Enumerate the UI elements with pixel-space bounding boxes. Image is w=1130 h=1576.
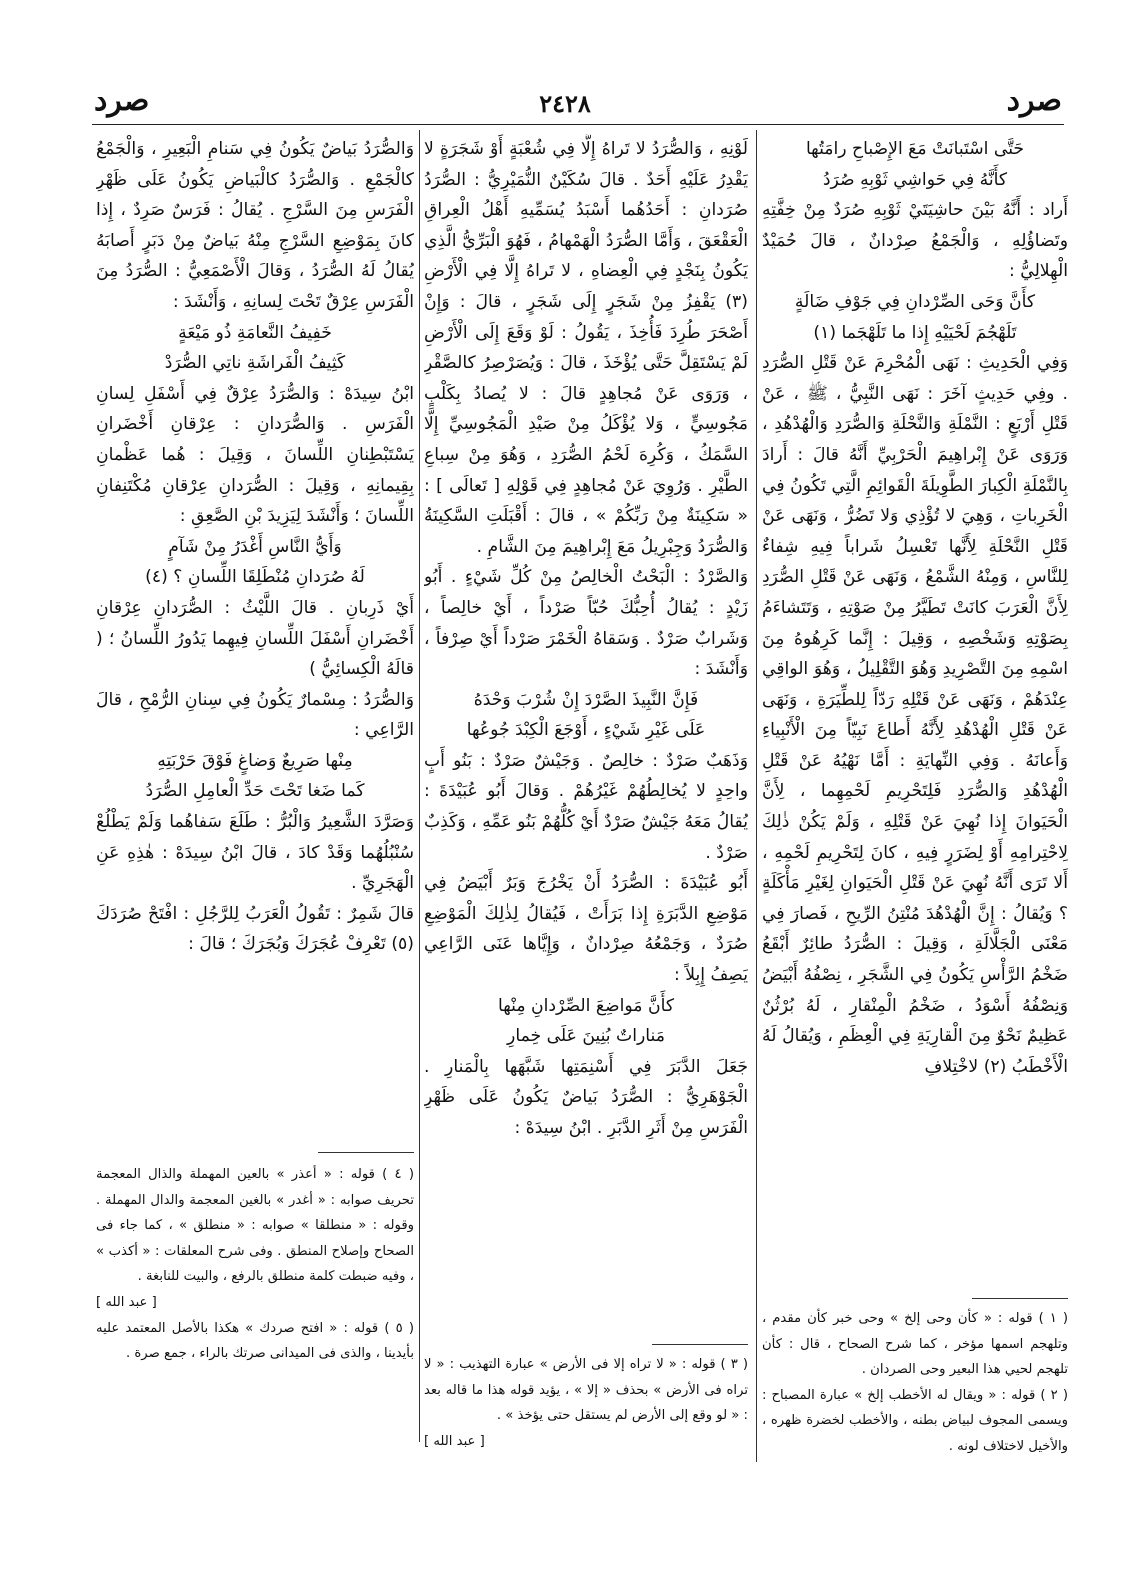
footnote-rule-left <box>318 1152 414 1153</box>
verse-line: حَتَّى اسْتَبانَتْ مَعَ الإِصْباحِ رامَتُها <box>805 139 1025 159</box>
footnote-signature-left: [ عبد الله ] <box>96 1294 157 1310</box>
footnote-signature-middle: [ عبد الله ] <box>424 1433 485 1449</box>
verse-line: كَثِيفُ الْفَراشَةِ ناتِي الصُّرَدْ <box>164 353 346 374</box>
entry-paragraph: وَفِي الْحَدِيثِ : نَهَى الْمُحْرِمَ عَنْ قَتْلِ الصُّرَدِ . وفِي حَدِيثٍ آخَرَ : نَهَى النَّبِيُّ ، ﷺ ، عَنْ قَتْلِ أَرْبَعٍ : النَّمْلَةِ وَالنَّحْلَةِ وَالصُّرَدِ وَالْهُدْهُدِ ، وَرَوَى عَنْ إِبْراهِيمَ الْحَرْبِيِّ أَنَّهُ قالَ : أَرادَ بِالنَّمْلَةِ الْكِبارَ الطَّوِيلَةَ الْقَوائِمِ الَّتِي تَكُونُ فِي الْخَرِباتِ ، وَهِيَ لا تُؤْذِي وَلا تَضُرُّ ، وَنَهَى عَنْ قَتْلِ النَّحْلَةِ لِأَنَّها تَعْسِلُ شَراباً فِيهِ شِفاءٌ لِلنَّاسِ ، وَمِنْهُ الشَّمْعُ ، وَنَهَى عَنْ قَتْلِ الصُّرَدِ لِأَنَّ الْعَرَبَ كانَتْ تَطَيَّرُ مِنْ صَوْتِهِ ، وَتَتَشاءَمُ بِصَوْتِهِ وَشَخْصِهِ ، وَقِيلَ : إِنَّما كَرِهُوهُ مِنَ اسْمِهِ مِنَ التَّصْرِيدِ وَهُوَ التَّقْلِيلُ ، وَهُوَ الواقِي عِنْدَهُمْ ، وَنَهَى عَنْ قَتْلِهِ رَدّاً لِلطِّيَرَةِ ، وَنَهَى عَنْ قَتْلِ الْهُدْهُدِ لِأَنَّهُ أَطاعَ نَبِيّاً مِنَ الْأَنْبِياءِ وَأَعانَهُ . وَفِي النِّهايَةِ : أَمَّا نَهْيُهُ عَنْ قَتْلِ الْهُدْهُدِ وَالصُّرَدِ فَلِتَحْرِيمِ لَحْمِهِما ، لِأَنَّ الْحَيَوانَ إِذا نُهِيَ عَنْ قَتْلِهِ ، وَلَمْ يَكُنْ ذٰلِكَ لِاحْتِرامِهِ أَوْ لِضَرَرٍ فِيهِ ، كانَ لِتَحْرِيمِ لَحْمِهِ ، أَلا تَرَى أَنَّهُ نُهِيَ عَنْ قَتْلِ الْحَيَوانِ لِغَيْرِ مَأْكَلَةٍ ؟ وَيُقالُ : إِنَّ الْهُدْهُدَ مُنْتِنُ الرِّيحِ ، فَصارَ فِي مَعْنَى الْجَلَّالَةِ ، وَقِيلَ : الصُّرَدُ طائِرٌ أَبْقَعُ ضَخْمُ الرَّأْسِ يَكُونُ فِي الشَّجَرِ ، نِصْفُهُ أَبْيَضُ وَنِصْفُهُ أَسْوَدُ ، ضَخْمُ الْمِنْقارِ ، لَهُ بُرْثُنٌ عَظِيمٌ نَحْوٌ مِنَ الْقارِيَةِ فِي الْعِظَمِ ، وَيُقالُ لَهُ الْأَخْطَبُ (٢) لاخْتِلافِ <box>762 353 1068 1077</box>
entry-paragraph: قالَ شَمِرٌ : تَقُولُ الْعَرَبُ لِلرَّجُلِ : افْتَحْ صُرَدَكَ (٥) تَعْرِفْ عُجَرَكَ وَبُجَرَكَ ؛ قالَ : <box>96 903 414 955</box>
footnote-5: ( ٥ ) قوله : « افتح صردك » هكذا بالأصل المعتمد عليه بأيدينا ، والذى فى الميدانى صرتك بالراء ، جمع صرة . <box>96 1320 414 1362</box>
verse-line: تَلَهْجُمَ لَحْيَيْهِ إِذا ما تَلَهْجَما (١) <box>813 322 1017 343</box>
header-rule <box>92 124 1064 125</box>
page-number: ٢٤٢٨ <box>539 89 591 118</box>
entry-paragraph: وَصَرَّدَ الشَّعِيرُ وَالْبُرُّ : طَلَعَ سَفاهُما وَلَمْ يَطْلُعْ سُنْبُلُهُما وَقَدْ كادَ ، قالَ ابْنُ سِيدَهْ : هٰذِهِ عَنِ الْهَجَرِيِّ . <box>96 812 414 894</box>
entry-paragraph: وَالصَّرْدُ : الْبَحْتُ الْخالِصُ مِنْ كُلِّ شَيْءٍ . أَبُو زَيْدٍ : يُقالُ أُحِبُّكَ حُبّاً صَرْداً ، أَيْ خالِصاً ، وَشَرابٌ صَرْدٌ . وَسَقاهُ الْخَمْرَ صَرْداً أَيْ صِرْفاً ، وَأَنْشَدَ : <box>424 567 748 680</box>
footnote-1: ( ١ ) قوله : « كأن وحى إلخ » وحى خبر كأن مقدم ، وتلهجم اسمها مؤخر ، كما شرح الصحاح ، قال : كأن تلهجم لحيي هذا البعير وحى الصردان . <box>762 1311 1068 1378</box>
footnote-rule-right <box>972 1298 1068 1299</box>
entry-paragraph: ابْنُ سِيدَهْ : وَالصُّرَدُ عِرْقٌ فِي أَسْفَلِ لِسانِ الْفَرَسِ . وَالصُّرَدانِ : عِرْقانِ أَخْضَرانِ يَسْتَبْطِنانِ اللِّسانَ ، وَقِيلَ : هُما عَظْمانِ بِقِيمانِهِ ، وَقِيلَ : الصُّرَدانِ عِرْقانِ مُكْتَنِفانِ اللِّسانَ ؛ وَأَنْشَدَ لِيَزِيدَ بْنِ الصَّعِقِ : <box>96 383 414 527</box>
verse-line: مَناراتٌ بُنِينَ عَلَى خِمارِ <box>507 1026 665 1047</box>
footnotes-middle <box>424 1352 748 1492</box>
verse-line: فَإِنَّ النَّبِيذَ الصَّرْدَ إِنْ شُرْبَ وَحْدَهُ <box>473 689 699 710</box>
verse-line: كأَنَّ مَواضِعَ الصِّرْدانِ مِنْها <box>497 995 675 1016</box>
footnote-4: ( ٤ ) قوله : « أعذر » بالعين المهملة والذال المعجمة تحريف صوابه : « أغدر » بالغين المعجمة والدال المهملة . وقوله : « منطلقا » صوابه : « منطلق » ، كما جاء فى الصحاح وإصلاح المنطق . وفى شرح المعلقات : « أكذب » ، وفيه ضبطت كلمة منطلق بالرفع ، والبيت للنابغة . <box>96 1167 414 1285</box>
verse-line: مِنْها صَرِيعٌ وَضاغٍ فَوْقَ حَرْبَتِهِ <box>157 750 353 771</box>
verse-line: عَلَى غَيْرِ شَيْءٍ ، أَوْجَعَ الْكِبْدَ جُوعُها <box>466 720 706 741</box>
verse-line: كَما ضَغا تَحْتَ حَدِّ الْعامِلِ الصُّرَدُ <box>145 781 365 802</box>
entry-paragraph: وَالصُّرَدُ : مِسْمارٌ يَكُونُ فِي سِنانِ الرُّمْحِ ، قالَ الرَّاعِي : <box>96 689 414 741</box>
column-divider-left <box>419 130 420 1442</box>
verse-line: وَأَيُّ النَّاسِ أَغْدَرُ مِنْ شَآمٍ <box>168 536 342 557</box>
verse-line: كأَنَّهُ فِي حَواشِي ثَوْبِهِ صُرَدُ <box>822 169 1008 190</box>
verse-line: كأَنَّ وَحَى الصِّرْدانِ فِي جَوْفِ ضَالَةٍ <box>794 291 1036 312</box>
entry-paragraph: وَذَهَبٌ صَرْدٌ : خالِصٌ . وَجَيْشٌ صَرْدٌ : بَنُو أَبٍ واحِدٍ لا يُخالِطُهُمْ غَيْرُهُمْ . وَقالَ أَبُو عُبَيْدَةَ : يُقالُ مَعَهُ جَيْشٌ صَرْدٌ أَيْ كُلُّهُمْ بَنُو عَمِّهِ ، وَكَذِبٌ صَرْدٌ . <box>424 750 748 863</box>
footnote-rule-middle <box>652 1344 748 1345</box>
verse-line: خَفِيفُ النَّعامَةِ ذُو مَيْعَةٍ <box>178 322 332 343</box>
header-right-word: صرد <box>1006 83 1062 118</box>
footnotes-left <box>96 1162 414 1482</box>
column-divider-right <box>756 130 757 1462</box>
right-column <box>762 134 1068 1448</box>
footnotes-right <box>762 1306 1068 1482</box>
entry-paragraph: وَالصُّرَدُ بَياضٌ يَكُونُ فِي سَنامِ الْبَعِيرِ ، وَالْجَمْعُ كالْجَمْعِ . وَالصُّرَدُ كالْبَياضِ يَكُونُ عَلَى ظَهْرِ الْفَرَسِ مِنَ السَّرْجِ . يُقالُ : فَرَسٌ صَرِدٌ ، إِذا كانَ بِمَوْضِعِ السَّرْجِ مِنْهُ بَياضٌ مِنْ دَبَرٍ أَصابَهُ يُقالُ لَهُ الصُّرَدُ ، وَقالَ الْأَصْمَعِيُّ : الصُّرَدُ مِنَ الْفَرَسِ عِرْقٌ تَحْتَ لِسانِهِ ، وَأَنْشَدَ : <box>96 139 414 312</box>
footnote-2: ( ٢ ) قوله : « ويقال له الأخطب إلخ » عبارة المصباح : ويسمى المجوف لبياض بطنه ، والأخطب لخضرة ظهره ، والأخيل لاختلاف لونه . <box>762 1387 1068 1454</box>
entry-paragraph: أَيْ ذَرِبانِ . قالَ اللَّيْثُ : الصُّرَدانِ عِرْقانِ أَخْضَرانِ أَسْفَلَ اللِّسانِ فِيهِما يَدُورُ اللِّسانُ ؛ ( قالَهُ الْكِسائِيُّ ) <box>96 597 414 680</box>
entry-paragraph: لَوْنِهِ ، وَالصُّرَدُ لا تَراهُ إِلَّا فِي شُعْبَةٍ أَوْ شَجَرَةٍ لا يَقْدِرُ عَلَيْهِ أَحَدٌ . قالَ سُكَيْنٌ النُّمَيْرِيُّ : الصُّرَدُ صُرَدانِ : أَحَدُهُما أَسْبَدُ يُسَمِّيهِ أَهْلُ الْعِراقِ الْعَقْعَقَ ، وَأَمَّا الصُّرَدُ الْهَمْهامُ ، فَهُوَ الْبَرِّيُّ الَّذِي يَكُونُ بِنَجْدٍ فِي الْعِضاهِ ، لا تَراهُ إِلَّا فِي الْأَرْضِ (٣) يَقْفِزُ مِنْ شَجَرٍ إِلَى شَجَرٍ ، قالَ : وَإِنْ أَصْحَرَ طُرِدَ فَأُخِذَ ، يَقُولُ : لَوْ وَقَعَ إِلَى الْأَرْضِ لَمْ يَسْتَقِلَّ حَتَّى يُؤْخَذَ ، قالَ : وَيُصَرْصِرُ كالصَّقْرِ ، وَرَوَى عَنْ مُجاهِدٍ قالَ : لا يُصادُ بِكَلْبٍ مَجُوسِيٍّ ، وَلا يُؤْكَلُ مِنْ صَيْدِ الْمَجُوسِيِّ إِلَّا السَّمَكُ ، وَكُرِهَ لَحْمُ الصُّرَدِ ، وَهُوَ مِنْ سِباعِ الطَّيْرِ . وَرُوِيَ عَنْ مُجاهِدٍ فِي قَوْلِهِ [ تَعالَى ] : « سَكِينَةٌ مِنْ رَبِّكُمْ » ، قالَ : أَقْبَلَتِ السَّكِينَةُ وَالصُّرَدُ وَجِبْرِيلُ مَعَ إِبْراهِيمَ مِنَ الشَّامِ . <box>424 139 748 557</box>
verse-line: لَهُ صُرَدانِ مُنْطَلِقَا اللِّسانِ ؟ (٤) <box>145 567 365 588</box>
entry-paragraph: أَراد : أَنَّهُ بَيْنَ حاشِيَتَيْ ثَوْبِهِ صُرَدٌ مِنْ خِفَّتِهِ وتَضاؤُلِهِ ، وَالْجَمْعُ صِرْدانٌ ، قالَ حُمَيْدٌ الْهِلالِيُّ : <box>762 200 1068 282</box>
header-left-word: صرد <box>94 83 150 118</box>
entry-paragraph: جَعَلَ الدَّبَرَ فِي أَسْنِمَتِها شَبَّهَها بِالْمَنارِ . الْجَوْهَرِيُّ : الصُّرَدُ بَياضٌ يَكُونُ عَلَى ظَهْرِ الْفَرَسِ مِنْ أَثَرِ الدَّبَرِ . ابْنُ سِيدَهْ : <box>424 1056 748 1138</box>
entry-paragraph: أَبُو عُبَيْدَةَ : الصُّرَدُ أَنْ يَخْرُجَ وَبَرٌ أَبْيَضُ فِي مَوْضِعِ الدَّبَرَةِ إِذا بَرَأَتْ ، فَيُقالُ لِذٰلِكَ الْمَوْضِعِ صُرَدٌ ، وَجَمْعُهُ صِرْدانٌ ، وَإِيَّاها عَنَى الرَّاعِي يَصِفُ إِبِلاً : <box>424 873 748 986</box>
footnote-3: ( ٣ ) قوله : « لا تراه إلا فى الأرض » عبارة التهذيب : « لا تراه فى الأرض » بحذف « إلا » ، يؤيد قوله هذا ما قاله بعد : « لو وقع إلى الأرض لم يستقل حتى يؤخذ » . <box>424 1357 748 1424</box>
middle-column <box>424 134 748 1448</box>
